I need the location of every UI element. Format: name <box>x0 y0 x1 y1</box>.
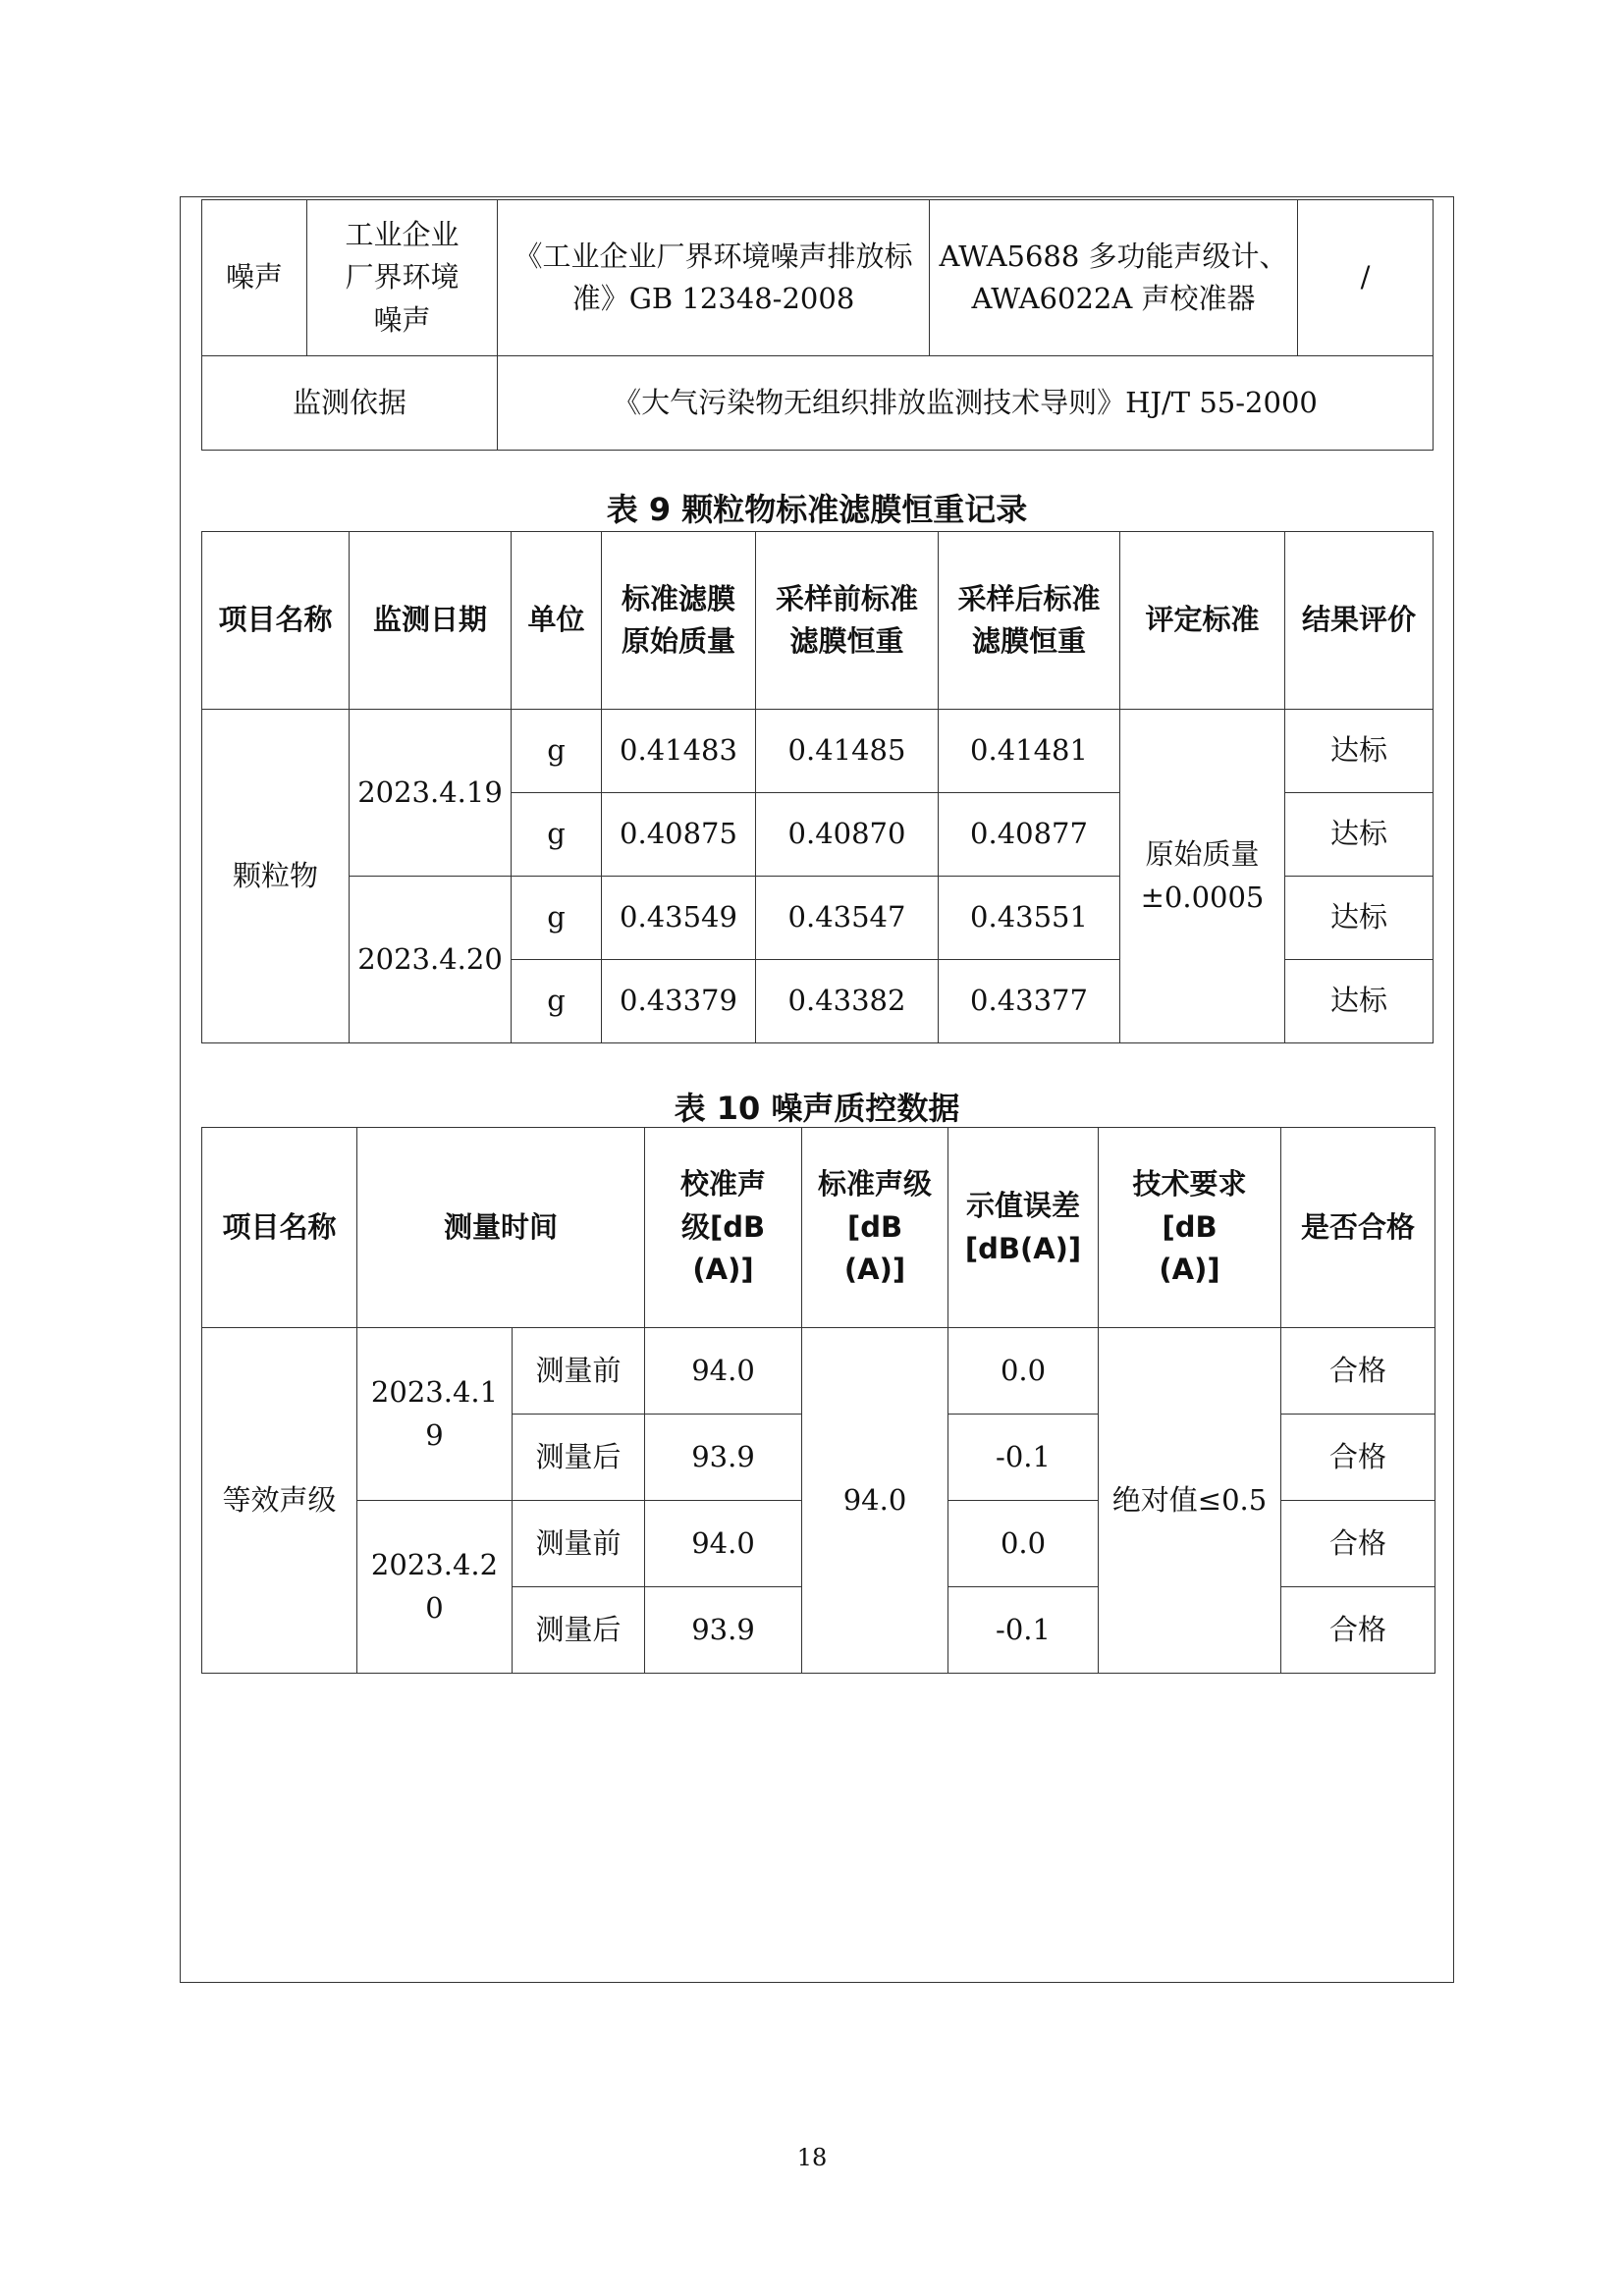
result-cell: 达标 <box>1285 710 1434 793</box>
error-cell: -0.1 <box>948 1415 1099 1501</box>
unit-cell: g <box>512 960 602 1043</box>
table9-caption: 表 9 颗粒物标准滤膜恒重记录 <box>606 491 1028 528</box>
error-cell: 0.0 <box>948 1328 1099 1415</box>
original-mass-cell: 0.41483 <box>602 710 756 793</box>
result-cell: 达标 <box>1285 960 1434 1043</box>
header-result: 结果评价 <box>1285 532 1434 710</box>
after-mass-cell: 0.40877 <box>939 793 1120 877</box>
basis-label: 监测依据 <box>202 356 498 451</box>
table10 <box>201 1127 1435 1674</box>
item-cell: 等效声级 <box>202 1328 357 1674</box>
after-mass-cell: 0.43377 <box>939 960 1120 1043</box>
error-cell: -0.1 <box>948 1587 1099 1674</box>
requirement-cell: 绝对值≤0.5 <box>1099 1328 1281 1674</box>
header-error: 示值误差[dB(A)] <box>948 1128 1099 1328</box>
item-cell: 颗粒物 <box>202 710 350 1043</box>
error-cell: 0.0 <box>948 1501 1099 1587</box>
unit-cell: g <box>512 877 602 960</box>
header-unit: 单位 <box>512 532 602 710</box>
calibration-cell: 93.9 <box>645 1587 802 1674</box>
header-criterion: 评定标准 <box>1120 532 1285 710</box>
basis-row <box>202 356 1434 451</box>
page-number: 18 <box>796 2144 828 2171</box>
table-row <box>202 710 1434 793</box>
header-before: 采样前标准滤膜恒重 <box>756 532 939 710</box>
category-cell: 噪声 <box>202 200 307 356</box>
item-cell: 工业企业厂界环境噪声 <box>307 200 498 356</box>
date-cell: 2023.4.19 <box>357 1328 513 1501</box>
header-qualified: 是否合格 <box>1281 1128 1435 1328</box>
standard-cell: 《工业企业厂界环境噪声排放标准》GB 12348-2008 <box>498 200 930 356</box>
calibration-cell: 94.0 <box>645 1328 802 1415</box>
date-cell: 2023.4.19 <box>350 710 512 877</box>
header-date: 监测日期 <box>350 532 512 710</box>
date-cell: 2023.4.20 <box>350 877 512 1043</box>
header-standard-level: 标准声级[dB(A)] <box>802 1128 948 1328</box>
result-cell: 达标 <box>1285 877 1434 960</box>
after-mass-cell: 0.41481 <box>939 710 1120 793</box>
before-mass-cell: 0.43382 <box>756 960 939 1043</box>
header-time: 测量时间 <box>357 1128 645 1328</box>
table9-header-row <box>202 532 1434 710</box>
standard-level-cell: 94.0 <box>802 1328 948 1674</box>
original-mass-cell: 0.40875 <box>602 793 756 877</box>
phase-cell: 测量后 <box>513 1587 645 1674</box>
result-cell: 合格 <box>1281 1415 1435 1501</box>
original-mass-cell: 0.43379 <box>602 960 756 1043</box>
instrument-cell: AWA5688 多功能声级计、AWA6022A 声校准器 <box>930 200 1298 356</box>
limit-cell: / <box>1298 200 1434 356</box>
criterion-cell: 原始质量±0.0005 <box>1120 710 1285 1043</box>
header-after: 采样后标准滤膜恒重 <box>939 532 1120 710</box>
result-cell: 合格 <box>1281 1587 1435 1674</box>
header-requirement: 技术要求[dB(A)] <box>1099 1128 1281 1328</box>
unit-cell: g <box>512 710 602 793</box>
result-cell: 达标 <box>1285 793 1434 877</box>
table10-header-row <box>202 1128 1435 1328</box>
basis-value: 《大气污染物无组织排放监测技术导则》HJ/T 55-2000 <box>498 356 1434 451</box>
phase-cell: 测量后 <box>513 1415 645 1501</box>
table-row <box>202 1328 1435 1415</box>
monitoring-method-table <box>201 199 1434 451</box>
header-item: 项目名称 <box>202 532 350 710</box>
phase-cell: 测量前 <box>513 1501 645 1587</box>
date-cell: 2023.4.20 <box>357 1501 513 1674</box>
header-item: 项目名称 <box>202 1128 357 1328</box>
noise-row <box>202 200 1434 356</box>
calibration-cell: 94.0 <box>645 1501 802 1587</box>
result-cell: 合格 <box>1281 1501 1435 1587</box>
phase-cell: 测量前 <box>513 1328 645 1415</box>
before-mass-cell: 0.41485 <box>756 710 939 793</box>
after-mass-cell: 0.43551 <box>939 877 1120 960</box>
header-calibration: 校准声级[dB(A)] <box>645 1128 802 1328</box>
header-original: 标准滤膜原始质量 <box>602 532 756 710</box>
original-mass-cell: 0.43549 <box>602 877 756 960</box>
calibration-cell: 93.9 <box>645 1415 802 1501</box>
table9 <box>201 531 1434 1043</box>
before-mass-cell: 0.40870 <box>756 793 939 877</box>
result-cell: 合格 <box>1281 1328 1435 1415</box>
unit-cell: g <box>512 793 602 877</box>
table10-caption: 表 10 噪声质控数据 <box>674 1090 960 1127</box>
before-mass-cell: 0.43547 <box>756 877 939 960</box>
